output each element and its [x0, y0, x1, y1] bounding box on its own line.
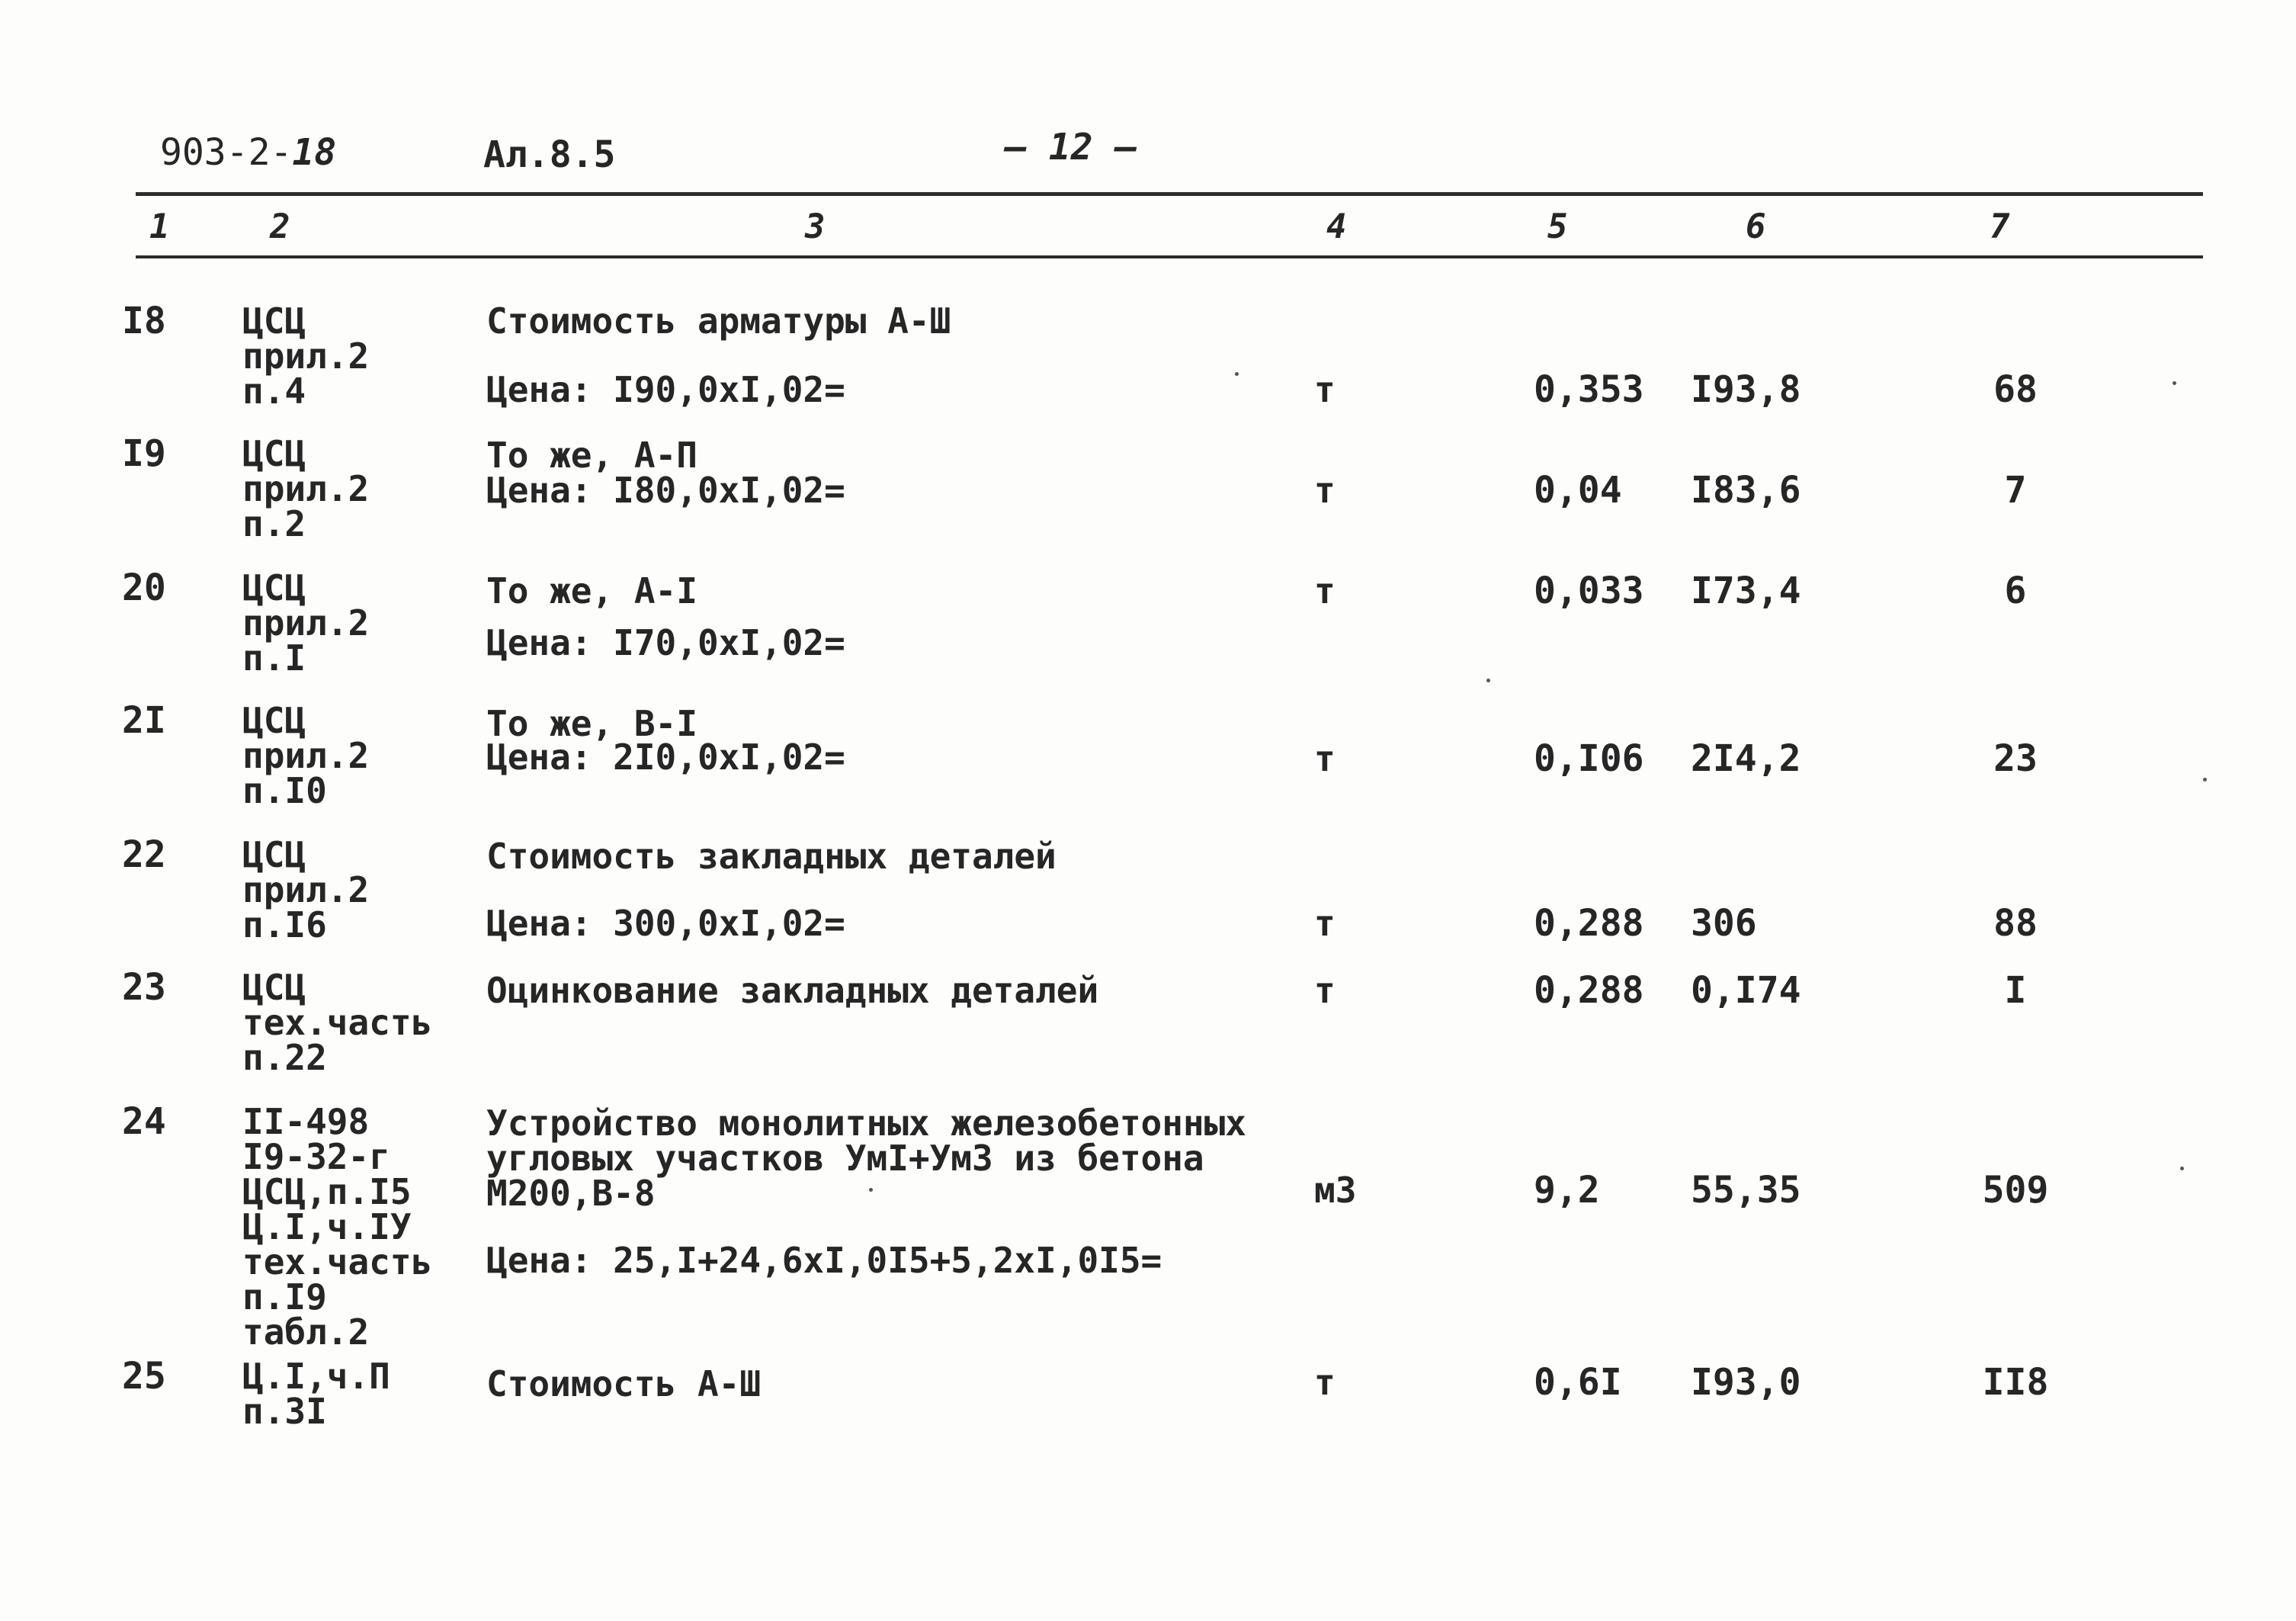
source-reference-line: прил.2: [242, 735, 370, 776]
unit-price: 306: [1691, 902, 1757, 945]
description-line: Стоимость закладных деталей: [486, 836, 1057, 877]
unit-price: I73,4: [1691, 570, 1801, 612]
row-number: I8: [122, 300, 166, 342]
description-line: угловых участков УмI+Ум3 из бетона: [486, 1138, 1204, 1179]
source-reference-line: п.3I: [242, 1391, 327, 1432]
page-number: – 12 –: [1005, 126, 1137, 169]
price-formula: Цена: I80,0xI,02=: [486, 470, 845, 511]
column-number-7: 7: [1990, 207, 2010, 246]
description-line: То же, А-П: [486, 435, 697, 476]
unit-price: 0,I74: [1691, 969, 1801, 1012]
column-number-4: 4: [1326, 207, 1347, 246]
header-rule-top: [136, 192, 2203, 196]
source-reference-line: п.I: [242, 637, 306, 679]
source-reference-line: Ц.I,ч.IУ: [242, 1206, 412, 1247]
source-reference-line: ЦСЦ: [242, 700, 306, 741]
total-cost: 7: [2004, 469, 2027, 512]
price-formula: Цена: 25,I+24,6xI,0I5+5,2xI,0I5=: [486, 1240, 1162, 1281]
unit-price: I83,6: [1691, 469, 1801, 512]
source-reference-line: ЦСЦ: [242, 567, 306, 608]
source-reference-line: п.I6: [242, 904, 327, 945]
source-reference-line: прил.2: [242, 602, 370, 644]
unit-price: 2I4,2: [1691, 737, 1801, 780]
source-reference-line: п.I9: [242, 1276, 327, 1318]
total-cost: 6: [2004, 570, 2027, 612]
scan-speck: [1486, 679, 1490, 682]
price-formula: Цена: 300,0xI,02=: [486, 903, 845, 944]
source-reference-line: ЦСЦ: [242, 834, 306, 875]
album-reference: Ал.8.5: [483, 133, 616, 176]
unit-of-measure: т: [1314, 570, 1336, 611]
document-code: [160, 131, 336, 174]
unit-price: I93,8: [1691, 368, 1801, 411]
price-formula: Цена: 2I0,0xI,02=: [486, 737, 845, 778]
scan-speck: [869, 1188, 873, 1192]
column-number-6: 6: [1746, 207, 1766, 246]
header-rule-bottom: [136, 255, 2203, 258]
quantity: 0,353: [1534, 368, 1644, 411]
total-cost: 68: [1993, 368, 2038, 411]
source-reference-line: п.22: [242, 1037, 327, 1078]
unit-price: I93,0: [1691, 1361, 1801, 1404]
source-reference-line: прил.2: [242, 468, 370, 509]
source-reference-line: Ц.I,ч.П: [242, 1356, 390, 1397]
source-reference-line: I9-32-г: [242, 1136, 390, 1177]
row-number: 23: [122, 966, 166, 1009]
source-reference-line: ЦСЦ,п.I5: [242, 1171, 412, 1212]
row-number: 24: [122, 1100, 166, 1143]
quantity: 0,033: [1534, 570, 1644, 612]
source-reference-line: ЦСЦ: [242, 967, 306, 1008]
source-reference-line: II-498: [242, 1101, 370, 1142]
source-reference-line: п.4: [242, 371, 306, 412]
scan-speck: [2180, 1167, 2184, 1170]
quantity: 0,I06: [1534, 737, 1644, 780]
total-cost: I: [2004, 969, 2027, 1012]
source-reference-line: тех.часть: [242, 1241, 433, 1282]
source-reference-line: прил.2: [242, 869, 370, 910]
scan-speck: [2173, 381, 2176, 385]
description-line: М200,В-8: [486, 1173, 656, 1214]
unit-of-measure: м3: [1314, 1170, 1357, 1211]
quantity: 0,288: [1534, 902, 1644, 945]
scan-speck: [2203, 778, 2207, 782]
description-line: То же, А-I: [486, 570, 697, 611]
row-number: 25: [122, 1355, 166, 1398]
unit-of-measure: т: [1314, 470, 1336, 511]
source-reference-line: табл.2: [242, 1311, 370, 1353]
column-number-2: 2: [270, 207, 290, 246]
quantity: 0,04: [1534, 469, 1622, 512]
description-line: То же, В-I: [486, 703, 697, 744]
total-cost: 509: [1982, 1169, 2049, 1212]
row-number: 22: [122, 833, 166, 876]
source-reference-line: тех.часть: [242, 1002, 433, 1043]
unit-price: 55,35: [1691, 1169, 1801, 1212]
source-reference-line: ЦСЦ: [242, 433, 306, 474]
source-reference-line: ЦСЦ: [242, 300, 306, 342]
document-code-handwritten: 18: [292, 131, 337, 174]
description-line: Устройство монолитных железобетонных: [486, 1103, 1246, 1144]
unit-of-measure: т: [1314, 369, 1336, 410]
quantity: 0,6I: [1534, 1361, 1622, 1404]
source-reference-line: п.I0: [242, 770, 327, 811]
row-number: 20: [122, 567, 166, 609]
quantity: 9,2: [1534, 1169, 1600, 1212]
source-reference-line: п.2: [242, 503, 306, 544]
unit-of-measure: т: [1314, 738, 1336, 779]
total-cost: II8: [1982, 1361, 2049, 1404]
unit-of-measure: т: [1314, 1362, 1336, 1403]
quantity: 0,288: [1534, 969, 1644, 1012]
row-number: I9: [122, 432, 166, 475]
description-line: Стоимость А-Ш: [486, 1363, 762, 1404]
source-reference-line: прил.2: [242, 335, 370, 377]
price-formula: Цена: I70,0xI,02=: [486, 622, 845, 663]
unit-of-measure: т: [1314, 970, 1336, 1011]
description-line: Оцинкование закладных деталей: [486, 970, 1099, 1011]
description-line: Стоимость арматуры А-Ш: [486, 300, 951, 342]
column-number-1: 1: [149, 207, 170, 246]
unit-of-measure: т: [1314, 903, 1336, 944]
scan-speck: [1235, 372, 1239, 376]
total-cost: 23: [1993, 737, 2038, 780]
row-number: 2I: [122, 699, 166, 742]
total-cost: 88: [1993, 902, 2038, 945]
column-number-3: 3: [805, 207, 826, 246]
column-number-5: 5: [1547, 207, 1568, 246]
document-code-printed: 903-2-: [160, 131, 293, 174]
price-formula: Цена: I90,0xI,02=: [486, 369, 845, 410]
